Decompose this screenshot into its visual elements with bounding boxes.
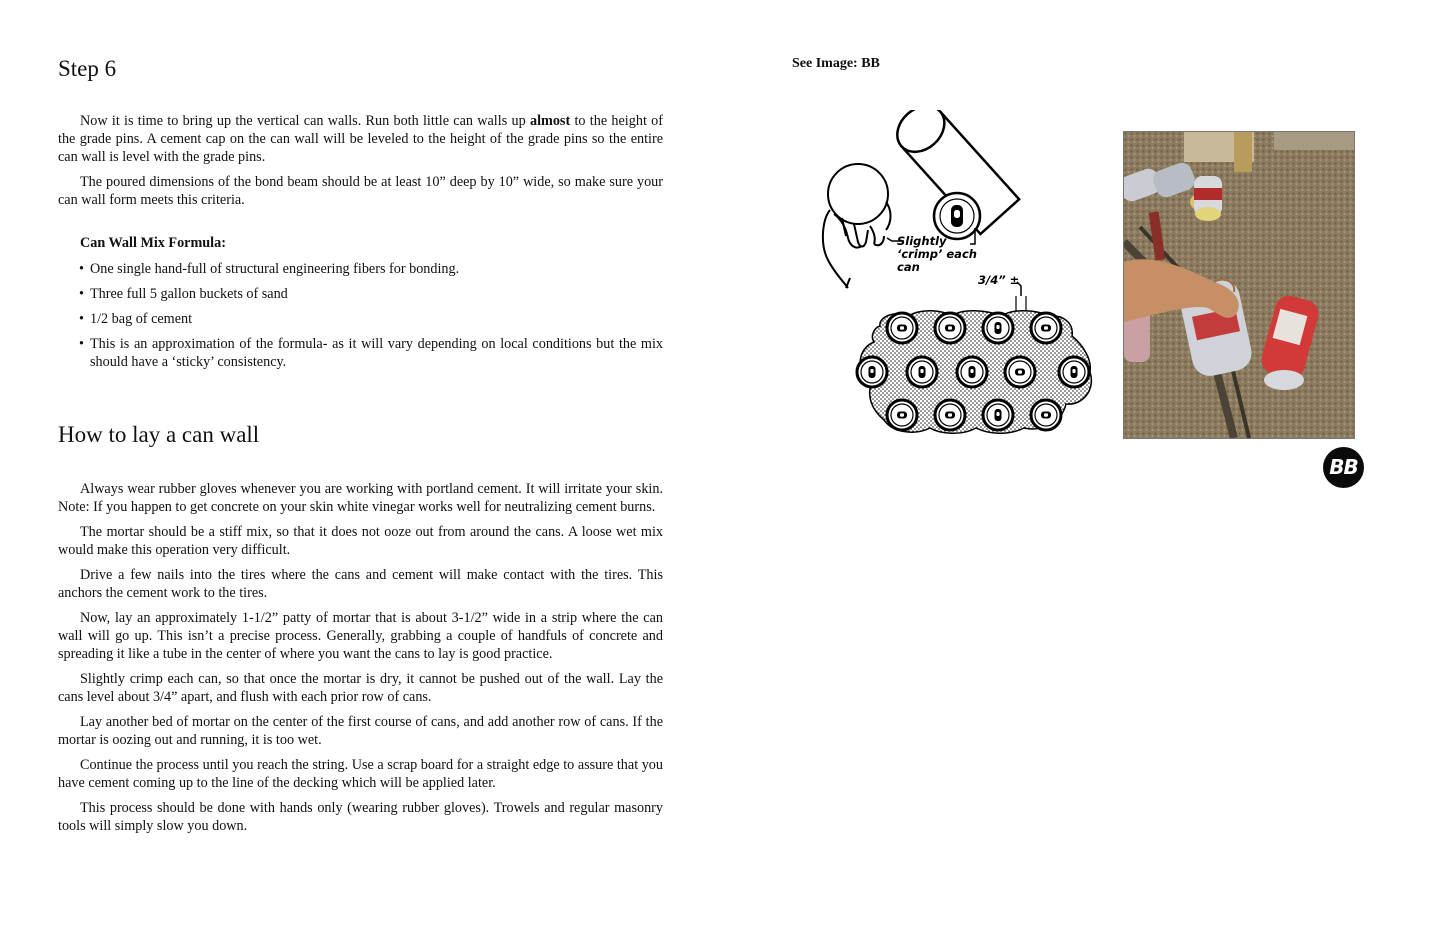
lay-paragraph: Slightly crimp each can, so that once the mortar is dry, it cannot be pushed out of the wall. Lay the cans level about 3/4” apart, and flush with each prior row of cans.: [58, 671, 663, 705]
hand-crimping-illustration: [823, 164, 891, 288]
left-column: [58, 52, 663, 842]
lay-paragraph: Always wear rubber gloves whenever you are working with portland cement. It will irritate your skin. Note: If you happen to get concrete on your skin white vinegar works well for neutralizing cement burns.: [58, 481, 663, 515]
step-paragraph-1-bold: almost: [529, 113, 571, 129]
can-wall-diagram: [812, 110, 1102, 450]
section-heading: How to lay a can wall: [58, 422, 260, 447]
formula-item: • One single hand-full of structural engineering fibers for bonding.: [79, 260, 663, 278]
step-paragraph-2: The poured dimensions of the bond beam should be at least 10” deep by 10” wide, so make sure your can wall form meets this criteria.: [58, 174, 663, 208]
lay-paragraph: Now, lay an approximately 1-1/2” patty of mortar that is about 3-1/2” wide in a strip where the can wall will go up. This isn’t a precise process. Generally, grabbing a couple of handfuls of concrete and spreading it like a tube in the center of where you want the cans to lay is good practice.: [58, 610, 663, 662]
formula-item: • This is an approximation of the formula- as it will vary depending on local conditions but the mix should have a ‘sticky’ consistency.: [79, 335, 663, 371]
lay-paragraph: Continue the process until you reach the string. Use a scrap board for a straight edge to assure that you have cement coming up to the line of the decking which will be applied later.: [58, 757, 663, 791]
lay-paragraph: Lay another bed of mortar on the center of the first course of cans, and add another row of cans. If the mortar is oozing out and running, it is too wet.: [58, 714, 663, 748]
step-paragraph-1: [58, 112, 663, 166]
formula-item: • Three full 5 gallon buckets of sand: [79, 285, 663, 303]
lay-paragraph: This process should be done with hands only (wearing rubber gloves). Trowels and regular masonry tools will simply slow you down.: [58, 800, 663, 834]
can-wall-photo: [1123, 131, 1355, 439]
spacing-label: 3/4” ±: [978, 273, 1020, 287]
bb-badge: BB: [1323, 447, 1364, 488]
lay-paragraph: The mortar should be a stiff mix, so that it does not ooze out from around the cans. A loose wet mix would make this operation very difficult.: [58, 524, 663, 558]
crimp-label-line-2: ‘crimp’ each: [897, 247, 977, 261]
see-image-caption: See Image: BB: [792, 56, 880, 71]
crimp-label-line-3: can: [897, 260, 920, 274]
step-heading: Step 6: [58, 56, 117, 81]
formula-list: [58, 260, 663, 371]
step-paragraph-1-a: Now it is time to bring up the vertical can walls. Run both little can walls up: [80, 113, 530, 129]
formula-item: • 1/2 bag of cement: [79, 310, 663, 328]
step-paragraph-1-b: to the height of the grade pins. A cement cap on the can wall will be leveled to the height of the grade pins so the entire can wall is level with the grade pins.: [58, 113, 663, 165]
formula-title: Can Wall Mix Formula:: [80, 235, 226, 251]
photo-illustration: [1124, 132, 1354, 438]
can-wall-cross-section: [857, 311, 1091, 434]
lay-paragraph: Drive a few nails into the tires where the cans and cement will make contact with the tires. This anchors the cement work to the tires.: [58, 567, 663, 601]
crimp-label-line-1: Slightly: [897, 234, 947, 248]
